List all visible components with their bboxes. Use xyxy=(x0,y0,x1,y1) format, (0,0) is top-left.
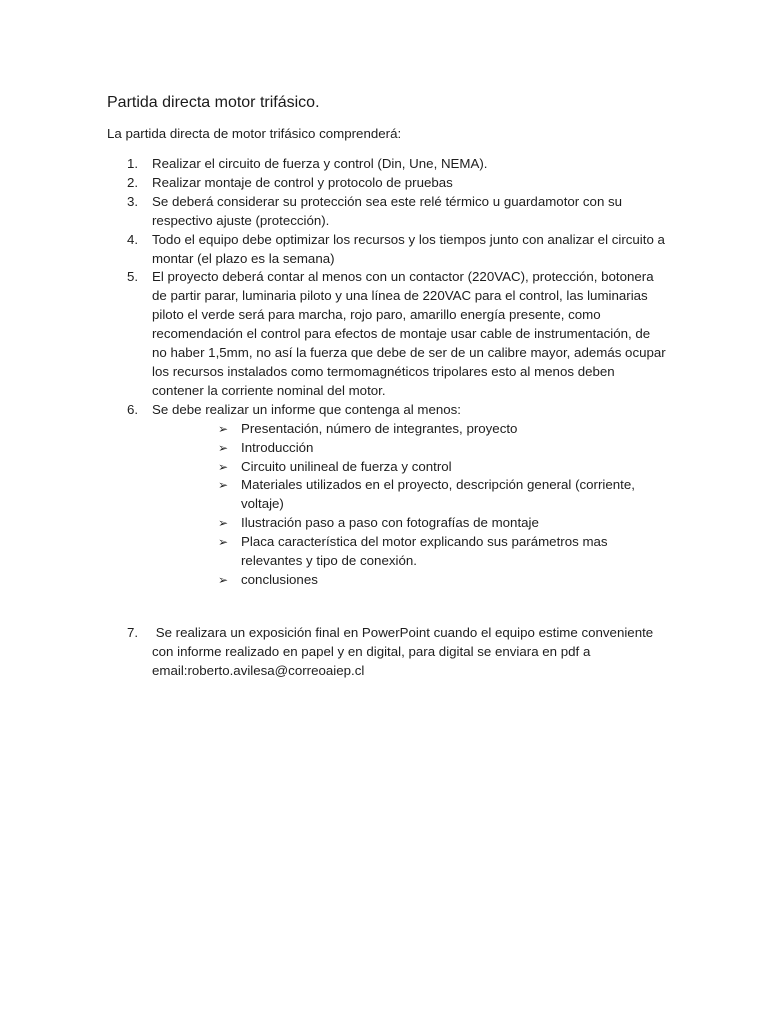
sublist-item-text: Ilustración paso a paso con fotografías de montaje xyxy=(241,515,539,531)
sublist-item-text: Presentación, número de integrantes, proyecto xyxy=(241,420,518,436)
numbered-list xyxy=(107,155,667,590)
list-item-text: Se realizara un exposición final en PowerPoint cuando el equipo estime conveniente con informe realizado en papel y en digital, para digital se enviara en pdf a email:roberto.avilesa@correoaiep.cl xyxy=(152,625,657,678)
list-item-6 xyxy=(107,401,667,420)
list-number: 2. xyxy=(127,174,139,190)
sublist-item xyxy=(218,514,667,533)
list-item-1 xyxy=(107,155,667,174)
sublist-item-text: Materiales utilizados en el proyecto, descripción general (corriente, voltaje) xyxy=(241,477,635,512)
list-item-3 xyxy=(107,193,667,231)
list-number: 6. xyxy=(127,401,139,417)
list-number: 4. xyxy=(127,231,139,247)
sublist-item xyxy=(218,458,667,477)
list-item-text: Realizar montaje de control y protocolo de pruebas xyxy=(152,174,453,190)
intro-paragraph: La partida directa de motor trifásico comprenderá: xyxy=(107,126,402,141)
list-item-text: Se deberá considerar su protección sea este relé térmico u guardamotor con su respectivo ajuste (protección). xyxy=(152,193,623,228)
sublist-item-text: Placa característica del motor explicando sus parámetros mas relevantes y tipo de conexión. xyxy=(241,534,608,569)
arrow-bullet-icon: ➢ xyxy=(218,459,229,474)
list-item-7 xyxy=(107,624,667,681)
arrow-bullet-icon: ➢ xyxy=(218,535,229,550)
list-number: 7. xyxy=(127,625,139,640)
arrow-bullet-icon: ➢ xyxy=(218,421,229,436)
sublist-item xyxy=(218,420,667,439)
sublist-item xyxy=(218,439,667,458)
report-sublist xyxy=(107,420,667,590)
list-number: 3. xyxy=(127,193,139,209)
list-item-4 xyxy=(107,231,667,269)
list-item-2 xyxy=(107,174,667,193)
document-title: Partida directa motor trifásico. xyxy=(107,94,320,111)
list-item-text: Todo el equipo debe optimizar los recursos y los tiempos junto con analizar el circuito a montar (el plazo es la semana) xyxy=(152,231,665,266)
arrow-bullet-icon: ➢ xyxy=(218,478,229,493)
list-item-5 xyxy=(107,268,667,400)
sublist-item xyxy=(218,476,667,514)
list-item-text: Se debe realizar un informe que contenga al menos: xyxy=(152,401,461,417)
sublist-item-text: Introducción xyxy=(241,439,314,455)
sublist-item-text: conclusiones xyxy=(241,571,318,587)
sublist-item-text: Circuito unilineal de fuerza y control xyxy=(241,458,452,474)
sublist-item xyxy=(218,533,667,571)
list-number: 5. xyxy=(127,269,139,285)
list-number: 1. xyxy=(127,156,139,171)
report-sublist-container xyxy=(107,420,667,590)
arrow-bullet-icon: ➢ xyxy=(218,572,229,587)
sublist-item xyxy=(218,571,667,590)
arrow-bullet-icon: ➢ xyxy=(218,440,229,455)
list-item-text: Realizar el circuito de fuerza y control (Din, Une, NEMA). xyxy=(152,156,488,171)
arrow-bullet-icon: ➢ xyxy=(218,516,229,531)
list-item-text: El proyecto deberá contar al menos con un contactor (220VAC), protección, botonera de partir parar, luminaria piloto y una línea de 220VAC para el control, las luminarias piloto el verde será para marcha, rojo paro, amarillo energía presente, como recomendación el control para efectos de montaje usar cable de instrumentación, de no haber 1,5mm, no así la fuerza que debe de ser de un calibre mayor, además ocupar los recursos instalados como termomagnéticos tripolares esto al menos deben contener la corriente nominal del motor. xyxy=(152,269,666,398)
